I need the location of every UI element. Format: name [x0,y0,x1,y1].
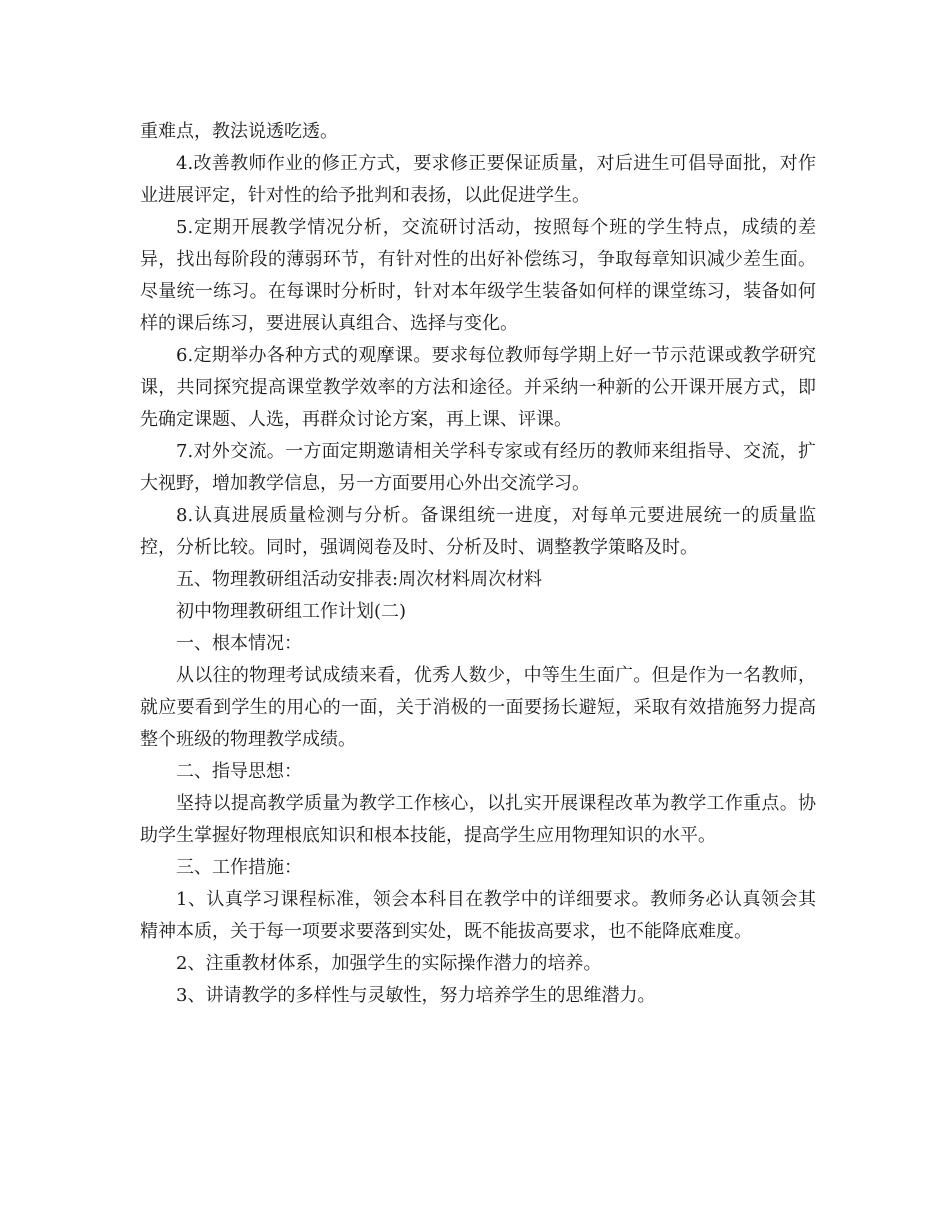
paragraph-basic-situation: 从以往的物理考试成绩来看，优秀人数少，中等生生面广。但是作为一名教师，就应要看到学生的用心的一面，关于消极的一面要扬长避短，采取有效措施努力提高整个班级的物理教学成绩。 [140,665,816,750]
paragraph-1: 重难点，教法说透吃透。 [140,121,338,142]
section-heading-2: 二、指导思想： [176,761,302,782]
paragraph-3: 5.定期开展教学情况分析，交流研讨活动，按照每个班的学生特点，成绩的差异，找出每阶段的薄弱环节，有针对性的出好补偿练习，争取每章知识减少差生面。尽量统一练习。在每课时分析时，针对本年级学生装备如何样的课堂练习，装备如何样的课后练习，要进展认真组合、选择与变化。 [140,217,816,334]
section-heading-1: 一、根本情况： [176,633,302,654]
measure-item-2: 2、注重教材体系，加强学生的实际操作潜力的培养。 [176,953,602,974]
section-heading-5: 五、物理教研组活动安排表:周次材料周次材料 [176,569,543,590]
document-title-part-2: 初中物理教研组工作计划(二) [176,601,407,622]
measure-item-3: 3、讲请教学的多样性与灵敏性，努力培养学生的思维潜力。 [176,985,656,1006]
paragraph-5: 7.对外交流。一方面定期邀请相关学科专家或有经历的教师来组指导、交流，扩大视野，增加教学信息，另一方面要用心外出交流学习。 [140,441,816,494]
paragraph-guiding-thought: 坚持以提高教学质量为教学工作核心，以扎实开展课程改革为教学工作重点。协助学生掌握好物理根底知识和根本技能，提高学生应用物理知识的水平。 [140,793,816,846]
section-heading-3: 三、工作措施： [176,857,302,878]
paragraph-6: 8.认真进展质量检测与分析。备课组统一进度，对每单元要进展统一的质量监控，分析比较。同时，强调阅卷及时、分析及时、调整教学策略及时。 [140,505,816,558]
document-body [140,116,816,1012]
measure-item-1: 1、认真学习课程标准，领会本科目在教学中的详细要求。教师务必认真领会其精神本质，关于每一项要求要落到实处，既不能拔高要求，也不能降底难度。 [140,889,816,942]
paragraph-4: 6.定期举办各种方式的观摩课。要求每位教师每学期上好一节示范课或教学研究课，共同探究提高课堂教学效率的方法和途径。并采纳一种新的公开课开展方式，即先确定课题、人选，再群众讨论方案，再上课、评课。 [140,345,816,430]
paragraph-2: 4.改善教师作业的修正方式，要求修正要保证质量，对后进生可倡导面批，对作业进展评定，针对性的给予批判和表扬，以此促进学生。 [140,153,816,206]
